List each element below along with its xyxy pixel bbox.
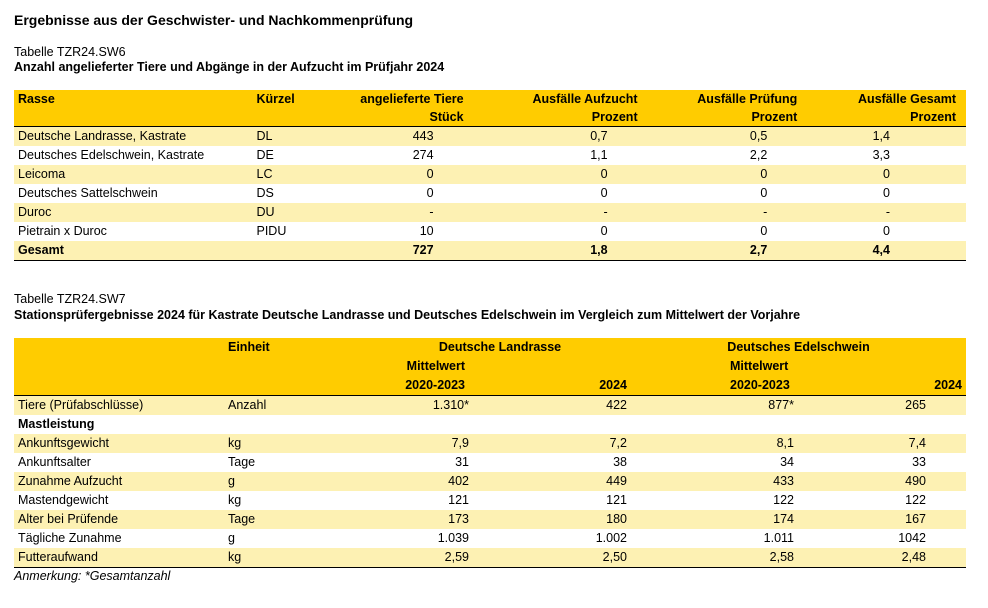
t1-cell-2: 0 [426, 186, 434, 200]
t2-cell-5: 490 [801, 472, 966, 491]
t1-cell-0: Deutsches Sattelschwein [18, 186, 158, 200]
t1-header-3: Ausfälle Aufzucht [474, 90, 648, 108]
t1-cell-3: 0 [474, 165, 648, 184]
t2-cell-3: 121 [606, 493, 627, 507]
t1-cell-5: 1,4 [807, 127, 966, 147]
t2-cell-4: 122 [773, 493, 794, 507]
t1-cell-5: 0 [883, 186, 890, 200]
t1-cell-0: Leicoma [14, 165, 253, 184]
t1-cell-0: Deutsche Landrasse, Kastrate [14, 127, 253, 147]
t1-subheader-0 [14, 108, 253, 127]
table-row [14, 529, 966, 548]
t1-cell-5: 0 [883, 224, 890, 238]
t2-cell-0: Alter bei Prüfende [14, 510, 224, 529]
table2 [14, 338, 966, 568]
t1-cell-3: 0,7 [474, 127, 648, 147]
t1-cell-5: - [807, 203, 966, 222]
t1-cell-1: LC [253, 165, 345, 184]
t1-cell-4: 0 [760, 224, 768, 238]
t2-cell-5: 122 [905, 493, 927, 507]
t2-cell-2: 1.310* [369, 396, 469, 416]
section-row [14, 415, 966, 434]
t1-cell-1: DU [253, 203, 345, 222]
t2-cell-2: 7,9 [369, 434, 469, 453]
table2-code: Tabelle TZR24.SW7 [14, 292, 126, 306]
t2-header-period-de: 2020-2023 [631, 376, 801, 396]
t2-cell-4: 433 [631, 472, 801, 491]
t2-cell-5: 1042 [898, 531, 927, 545]
t2-cell-1: kg [224, 434, 369, 453]
t1-cell-1: DE [256, 148, 274, 162]
t2-header-empty [14, 338, 224, 357]
t1-cell-5: 3,3 [872, 148, 890, 162]
table-row [14, 146, 966, 165]
table-row [14, 127, 966, 147]
t2-header-year-de: 2024 [801, 376, 966, 396]
t2-cell-2: 1.039 [437, 531, 469, 545]
t1-header-5: Ausfälle Gesamt [807, 90, 966, 108]
t1-cell-3: 1,1 [590, 148, 608, 162]
t2-header-group-de: Deutsches Edelschwein [631, 338, 966, 357]
t1-header-0: Rasse [14, 90, 253, 108]
t1-total-1 [253, 241, 345, 261]
t2-cell-0: Tiere (Prüfabschlüsse) [14, 396, 224, 416]
table-row [14, 434, 966, 453]
t2-cell-3: 180 [469, 510, 631, 529]
t1-total-2: 727 [345, 241, 474, 261]
t1-header-4: Ausfälle Prüfung [648, 90, 808, 108]
t1-subheader-1 [253, 108, 345, 127]
t2-cell-3: 449 [469, 472, 631, 491]
t1-header-row [14, 90, 966, 108]
t1-cell-4: 0,5 [648, 127, 808, 147]
t2-cell-4: 1.011 [763, 531, 794, 545]
table-row [14, 510, 966, 529]
t1-total-3: 1,8 [474, 241, 648, 261]
t2-cell-5: 2,48 [801, 548, 966, 568]
t1-cell-3: 0 [600, 224, 608, 238]
table1-code: Tabelle TZR24.SW6 [14, 45, 126, 59]
t2-cell-4: 2,58 [631, 548, 801, 568]
t1-cell-0: Pietrain x Duroc [18, 224, 107, 238]
t1-subheader-4: Prozent [648, 108, 808, 127]
t1-cell-0: Deutsches Edelschwein, Kastrate [18, 148, 205, 162]
footnote: Anmerkung: *Gesamtanzahl [14, 569, 171, 583]
t2-cell-5: 33 [912, 455, 927, 469]
t2-header-mittelwert-dl: Mittelwert [369, 357, 469, 376]
t2-cell-0: Mastendgewicht [18, 493, 109, 507]
table1-caption: Anzahl angelieferter Tiere und Abgänge in der Aufzucht im Prüfjahr 2024 [14, 60, 445, 74]
t2-cell-5: 265 [801, 396, 966, 416]
t2-cell-0: Ankunftsalter [18, 455, 91, 469]
table-row [14, 222, 966, 241]
t2-cell-4: 174 [631, 510, 801, 529]
t1-cell-4: 0 [648, 165, 808, 184]
table1 [14, 90, 966, 261]
t1-cell-2: 443 [345, 127, 474, 147]
t2-cell-1: Anzahl [224, 396, 369, 416]
t2-cell-0: Zunahme Aufzucht [14, 472, 224, 491]
t2-cell-5: 7,4 [801, 434, 966, 453]
table-row [14, 453, 966, 472]
t2-cell-3: 2,50 [469, 548, 631, 568]
t2-cell-5: 167 [801, 510, 966, 529]
t1-total-row [14, 241, 966, 261]
t2-header-period-dl: 2020-2023 [369, 376, 469, 396]
t2-header-unit: Einheit [224, 338, 369, 357]
t2-cell-4: 34 [780, 455, 794, 469]
t2-cell-1: g [224, 472, 369, 491]
t2-cell-2: 2,59 [369, 548, 469, 568]
table-row [14, 472, 966, 491]
page-title: Ergebnisse aus der Geschwister- und Nachkommenprüfung [14, 12, 414, 28]
t2-cell-1: kg [224, 548, 369, 568]
t1-total-0: Gesamt [14, 241, 253, 261]
t2-header-group-dl: Deutsche Landrasse [369, 338, 631, 357]
t2-cell-1: Tage [228, 455, 256, 469]
table-row [14, 396, 966, 416]
t2-cell-0: Tägliche Zunahme [18, 531, 122, 545]
table-row [14, 165, 966, 184]
t2-cell-1: g [228, 531, 235, 545]
t2-cell-4: 8,1 [631, 434, 801, 453]
t1-cell-5: 0 [807, 165, 966, 184]
t2-cell-2: 402 [369, 472, 469, 491]
table2-caption: Stationsprüfergebnisse 2024 für Kastrate Deutsche Landrasse und Deutsches Edelschwein im Vergleich zum Mittelwert der Vorjahre [14, 308, 801, 322]
t1-subheader-row [14, 108, 966, 127]
t2-cell-1: Tage [224, 510, 369, 529]
t2-cell-0: Futteraufwand [14, 548, 224, 568]
t1-subheader-2: Stück [345, 108, 474, 127]
t2-cell-2: 121 [448, 493, 469, 507]
t1-subheader-5: Prozent [807, 108, 966, 127]
t2-cell-3: 7,2 [469, 434, 631, 453]
t1-cell-0: Duroc [14, 203, 253, 222]
t1-cell-1: DL [253, 127, 345, 147]
t1-subheader-3: Prozent [474, 108, 648, 127]
t1-cell-2: - [345, 203, 474, 222]
t1-header-1: Kürzel [253, 90, 345, 108]
t2-cell-1: kg [228, 493, 242, 507]
t2-cell-4: 877* [631, 396, 801, 416]
t1-header-2: angelieferte Tiere [345, 90, 474, 108]
table1-body [14, 90, 966, 261]
t1-total-5: 4,4 [807, 241, 966, 261]
t2-header-year-dl: 2024 [469, 376, 631, 396]
t1-cell-3: 0 [600, 186, 608, 200]
table-row [14, 491, 966, 510]
table-row [14, 203, 966, 222]
t1-cell-2: 0 [345, 165, 474, 184]
t2-cell-0: Ankunftsgewicht [14, 434, 224, 453]
t1-cell-1: DS [256, 186, 274, 200]
table-row [14, 184, 966, 203]
t2-cell-3: 422 [469, 396, 631, 416]
t2-cell-2: 31 [455, 455, 469, 469]
t1-cell-1: PIDU [256, 224, 287, 238]
t2-cell-3: 38 [613, 455, 627, 469]
t1-cell-2: 10 [419, 224, 434, 238]
t2-cell-2: 173 [369, 510, 469, 529]
t1-cell-4: 2,2 [749, 148, 768, 162]
t2-header-mittelwert-de: Mittelwert [631, 357, 801, 376]
t1-cell-2: 274 [412, 148, 434, 162]
t1-total-4: 2,7 [648, 241, 808, 261]
section-title: Mastleistung [18, 417, 95, 431]
t1-cell-3: - [474, 203, 648, 222]
table-row [14, 548, 966, 568]
t1-cell-4: - [648, 203, 808, 222]
t2-cell-3: 1.002 [595, 531, 627, 545]
t1-cell-4: 0 [760, 186, 768, 200]
